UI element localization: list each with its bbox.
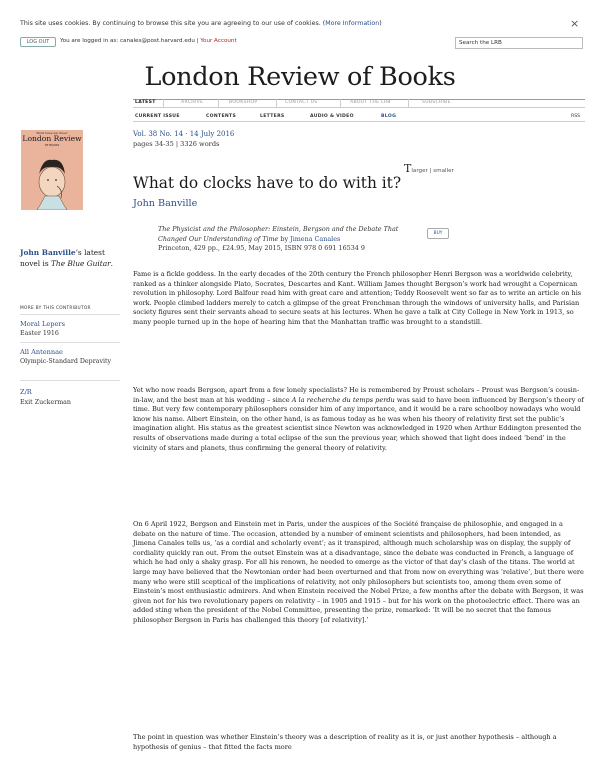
article-author-link[interactable]: John Banville xyxy=(133,198,198,209)
close-icon[interactable]: × xyxy=(570,17,580,30)
nav-bookshop[interactable]: BOOKSHOP xyxy=(229,100,258,105)
nav-about[interactable]: ABOUT THE LRB xyxy=(350,100,391,105)
text-size-control xyxy=(404,162,454,175)
divider xyxy=(20,380,120,381)
book-title-italic: A la recherche du temps perdu xyxy=(291,395,395,404)
nav-audio-video[interactable]: AUDIO & VIDEO xyxy=(310,114,354,119)
contributor-article-link[interactable]: All Antennae xyxy=(20,348,63,356)
author-note-end: . xyxy=(110,258,113,268)
nav-divider xyxy=(276,99,277,108)
cookie-text-end: ) xyxy=(379,20,382,27)
book-details: Princeton, 429 pp., £24.95, May 2015, ISBN 978 0 691 16534 9 xyxy=(158,244,365,252)
your-account-link[interactable]: Your Account xyxy=(200,38,237,44)
login-status-text: You are logged in as: canales@post.harvard.edu | xyxy=(60,38,199,44)
article-paragraph: Fame is a fickle goddess. In the early decades of the 20th century the French philosopher Henri Bergson was a worldwide celebrity, ranked as a thinker alongside Plato, Socrates, Descartes and Kant. William James thought Bergson’s work had wrought a Copernican revolution in philosophy. Lord Balfour read him with great care and attention; Teddy Roosevelt went so far as to write an article on his work. People climbed ladders merely to catch a glimpse of the great Frenchman through the windows of university halls, and Parisian society figures sent their servants ahead to secure seats at his lectures. When he gave a talk at City College in New York in 1913, so many people turned up in the hope of hearing him that the Manhattan traffic was brought to a standstill. xyxy=(133,270,582,326)
cover-subtitle: OF BOOKS xyxy=(44,143,60,147)
book-review-details xyxy=(158,225,420,254)
nav-letters[interactable]: LETTERS xyxy=(260,114,285,119)
article-paragraph xyxy=(133,386,585,453)
logout-button[interactable]: LOG OUT xyxy=(20,37,56,47)
book-author-link[interactable]: Jimena Canales xyxy=(290,234,341,243)
nav-divider xyxy=(408,99,409,108)
book-title: The Physicist and the Philosopher: Einstein, Bergson and the Debate That Changed Our Understanding of Time xyxy=(158,225,399,243)
search-input[interactable] xyxy=(455,37,583,49)
nav-divider xyxy=(340,99,341,108)
article-paragraph: On 6 April 1922, Bergson and Einstein met in Paris, under the auspices of the Société française de philosophie, and engaged in a debate on the nature of time. The occasion, attended by a number of eminent scientists and philosophers, had been intended, as Jimena Canales tells us, ‘as a cordial and scholarly event’; as it transpired, although much scholarship was on display, the supply of cordiality quickly ran out. From the outset Einstein was at a disadvantage, since the debate was conducted in French, a language of which he had only a shaky grasp. For all his renown, he needed to emerge as the victor of that day’s clash of the titans. The world at large may have believed that the Newtonian order had been overturned and that from now on everything was ‘relative’, but there were many who were still sceptical of the implications of relativity, not only philosophers but scientists too, among them even some of Einstein’s most enthusiastic admirers. And when Einstein received the Nobel Prize, a few months after the debate with Bergson, it was given not for his two revolutionary papers on relativity – in 1905 and 1915 – but for his work on the photoelectric effect. There was an added sting when the president of the Nobel Committee, presenting the prize, remarked: ‘It will be no secret that the famous philosopher Bergson in Paris has challenged this theory [of relativity].’ xyxy=(133,520,584,624)
cookie-notice xyxy=(20,20,382,27)
nav-current-issue[interactable]: CURRENT ISSUE xyxy=(135,114,180,119)
rss-link[interactable]: RSS xyxy=(571,114,581,119)
nav-contents[interactable]: CONTENTS xyxy=(206,114,237,119)
article-title: What do clocks have to do with it? xyxy=(133,174,402,192)
more-by-contributor-heading: MORE BY THIS CONTRIBUTOR xyxy=(20,306,91,311)
nav-latest[interactable]: LATEST xyxy=(135,100,156,105)
more-information-link[interactable]: More Information xyxy=(325,20,380,27)
login-status xyxy=(60,38,237,44)
text-size-icon: T xyxy=(404,162,412,175)
nav-divider xyxy=(163,99,164,108)
nav-subscribe[interactable]: SUBSCRIBE xyxy=(422,100,451,105)
nav-blog[interactable]: BLOG xyxy=(381,114,397,119)
divider xyxy=(20,342,120,343)
author-note xyxy=(20,248,120,269)
issue-link[interactable]: Vol. 38 No. 14 · 14 July 2016 xyxy=(133,130,235,138)
author-note-text: ’s latest novel is xyxy=(20,248,105,268)
author-name-link[interactable]: John Banville xyxy=(20,248,76,257)
site-logo[interactable]: London Review of Books xyxy=(144,62,456,92)
cover-title: London Review xyxy=(22,134,82,143)
nav-contact-us[interactable]: CONTACT US xyxy=(285,100,318,105)
cookie-text: This site uses cookies. By continuing to browse this site you are agreeing to our use of cookies. ( xyxy=(20,20,326,27)
contributor-article-link[interactable]: Z/R xyxy=(20,388,32,396)
text-size-links[interactable]: larger | smaller xyxy=(411,168,454,174)
buy-button[interactable]: BUY xyxy=(427,228,449,239)
pages-wordcount: pages 34-35 | 3326 words xyxy=(133,140,220,148)
paragraph-text: was said to have been influenced by Bergson’s theory of time. But very few contemporary philosophers consider him of any importance, and it would be a rare schoolboy nowadays who would know his name. Albert Einstein, on the other hand, is as famous today as he was when his theory of relativity first set the public’s imagination alight. His status as the greatest scientist since Newton was acknowledged in 1920 when Arthur Eddington presented the results of observations made during a total eclipse of the sun the previous year, which showed that light does indeed ‘bend’ in the vicinity of stars and planets, thus confirming the general theory of relativity. xyxy=(133,395,584,452)
contributor-article-sub: Exit Zuckerman xyxy=(20,399,71,406)
divider xyxy=(20,314,120,315)
nav-archive[interactable]: ARCHIVE xyxy=(181,100,204,105)
nav-divider xyxy=(218,99,219,108)
article-paragraph: The point in question was whether Einstein’s theory was a description of reality as it is, or just another hypothesis – although a hypothesis of genius – that fitted the facts more xyxy=(133,733,557,751)
contributor-article-sub: Olympic-Standard Depravity xyxy=(20,358,112,365)
contributor-article-sub: Easter 1916 xyxy=(20,330,59,337)
cover-tagline: What have we done? xyxy=(36,131,68,135)
paragraph-text: Yet who now reads Bergson, apart from a few lonely specialists? He is remembered by Proust scholars – Proust was Bergson’s cousin-in-law, and the best man at his wedding – since xyxy=(133,386,580,404)
nav-divider-line xyxy=(133,121,585,122)
novel-title: The Blue Guitar xyxy=(51,258,111,268)
contributor-article-link[interactable]: Moral Lepers xyxy=(20,320,65,328)
by-word: by xyxy=(280,234,289,243)
